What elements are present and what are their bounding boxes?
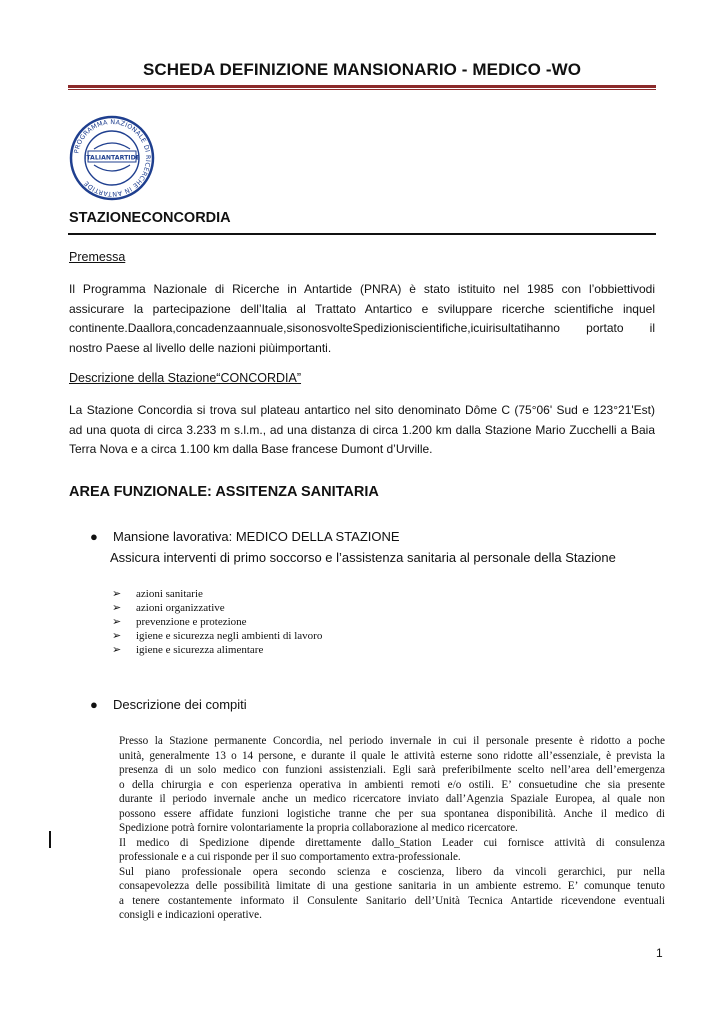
text-word: continente.Daallora,concadenzaannuale,sisonosvolteSpedizioniscientifiche,icuirisultatihanno bbox=[69, 321, 560, 335]
text-line: durante il periodo invernale anche un medico ricercatore inviato dall’Agenzia Spaziale Europea, al quale non bbox=[119, 793, 665, 805]
pnra-logo-icon bbox=[68, 115, 156, 201]
bullet-icon: ● bbox=[90, 697, 98, 712]
text-cursor bbox=[49, 831, 51, 848]
arrow-bullet-icon: ➢ bbox=[112, 602, 122, 614]
text-line: Il medico di Spedizione dipende direttamente dallo_Station Leader cui fornisce attività di consulenza bbox=[119, 836, 665, 849]
text-line: nostro Paese al livello delle nazioni piùimportanti. bbox=[69, 340, 332, 355]
arrow-bullet-icon: ➢ bbox=[112, 644, 122, 656]
text-line: Presso la Stazione permanente Concordia, nel periodo invernale in cui il personale presente è ridotto a poche bbox=[119, 735, 665, 747]
list-item bbox=[112, 601, 322, 615]
compiti-label: Descrizione dei compiti bbox=[113, 697, 247, 712]
list-item-label: azioni sanitarie bbox=[136, 588, 203, 600]
text-line: o della chirurgia e con esperienza operativa in ambienti remoti e/o ostili. E’ consuetudine che sia presente bbox=[119, 778, 665, 791]
page-title: SCHEDA DEFINIZIONE MANSIONARIO - MEDICO -WO bbox=[142, 60, 582, 79]
logo-center-text: ITALIANTARTIDE bbox=[84, 154, 140, 162]
text-word: portato bbox=[586, 321, 624, 335]
page-number: 1 bbox=[656, 946, 663, 960]
text-line: Sul piano professionale opera secondo scienza e coscienza, libero da vincoli gerarchici, pur nella bbox=[119, 865, 665, 878]
text-line: Terra Nova e a circa 1.100 km dalla Base francese Dumont d’Urville. bbox=[69, 442, 433, 456]
stazione-paragraph bbox=[69, 401, 655, 460]
stazione-heading: Descrizione della Stazione“CONCORDIA” bbox=[69, 371, 302, 385]
compiti-paragraph bbox=[119, 734, 665, 923]
text-line: ad una quota di circa 3.233 m s.l.m., ad una distanza di circa 1.200 km dalla Stazione Mario Zucchelli a Baia bbox=[69, 422, 655, 437]
pnra-logo bbox=[68, 115, 156, 201]
mansione-label: Mansione lavorativa: MEDICO DELLA STAZIONE bbox=[113, 529, 400, 544]
mansione-list bbox=[112, 587, 322, 657]
text-line: Il Programma Nazionale di Ricerche in Antartide (PNRA) è stato istituito nel 1985 con l’obbiettivodi bbox=[69, 282, 655, 296]
list-item-label: igiene e sicurezza alimentare bbox=[136, 644, 264, 656]
text-word: il bbox=[649, 321, 655, 335]
list-item bbox=[112, 629, 322, 643]
text-line bbox=[69, 319, 655, 339]
section-heading: STAZIONECONCORDIA bbox=[69, 210, 231, 226]
bullet-icon: ● bbox=[90, 529, 98, 544]
arrow-bullet-icon: ➢ bbox=[112, 630, 122, 642]
text-line: assicurare la partecipazione dell’Italia al Trattato Antartico e sviluppare ricerche scientifiche inquel bbox=[69, 301, 655, 316]
text-line: consigli e indicazioni operative. bbox=[119, 909, 262, 921]
arrow-bullet-icon: ➢ bbox=[112, 616, 122, 628]
text-line: presenza di un solo medico con funzioni assistenziali. Egli sarà preferibilmente scelto nell’area dell’emergenza bbox=[119, 764, 665, 776]
arrow-bullet-icon: ➢ bbox=[112, 588, 122, 600]
list-item bbox=[112, 587, 322, 601]
logo-ring-text: PROGRAMMA NAZIONALE DI RICERCHE IN ANTARTIDE bbox=[72, 117, 153, 199]
area-heading: AREA FUNZIONALE: ASSITENZA SANITARIA bbox=[69, 484, 379, 500]
mansione-description: Assicura interventi di primo soccorso e l’assistenza sanitaria al personale della Stazione bbox=[110, 550, 616, 565]
list-item-label: azioni organizzative bbox=[136, 602, 225, 614]
text-line: unità, generalmente 13 o 14 persone, e durante il quale le attività esterne sono ridotte all’essenziale, è prevista la bbox=[119, 749, 665, 762]
list-item-label: prevenzione e protezione bbox=[136, 616, 247, 628]
text-line: consapevolezza delle possibilità limitate di una gestione sanitaria in un ambiente estremo. E’ comunque tenuto bbox=[119, 880, 665, 892]
text-line: a tenere costantemente informato il Consulente Sanitario dell’Unità Tecnica Antartide ricevendone eventuali bbox=[119, 894, 665, 907]
text-line: professionale e a cui risponde per il suo comportamento extra-professionale. bbox=[119, 851, 461, 863]
text-line: possono essere affidate funzioni logistiche tranne che per sua spontanea disponibilità. Anche il medico di bbox=[119, 807, 665, 820]
section-rule bbox=[68, 233, 656, 235]
list-item bbox=[112, 615, 322, 629]
title-rule bbox=[68, 85, 656, 88]
premessa-paragraph bbox=[69, 280, 655, 358]
list-item bbox=[112, 643, 322, 657]
premessa-heading: Premessa bbox=[69, 250, 126, 264]
text-line: La Stazione Concordia si trova sul plateau antartico nel sito denominato Dôme C (75°06' Sud e 123°21'Est) bbox=[69, 403, 655, 417]
list-item-label: igiene e sicurezza negli ambienti di lavoro bbox=[136, 630, 323, 642]
title-rule-thin bbox=[68, 89, 656, 90]
text-line: Spedizione potrà fornire volontariamente la propria collaborazione al medico ricercatore. bbox=[119, 822, 518, 834]
